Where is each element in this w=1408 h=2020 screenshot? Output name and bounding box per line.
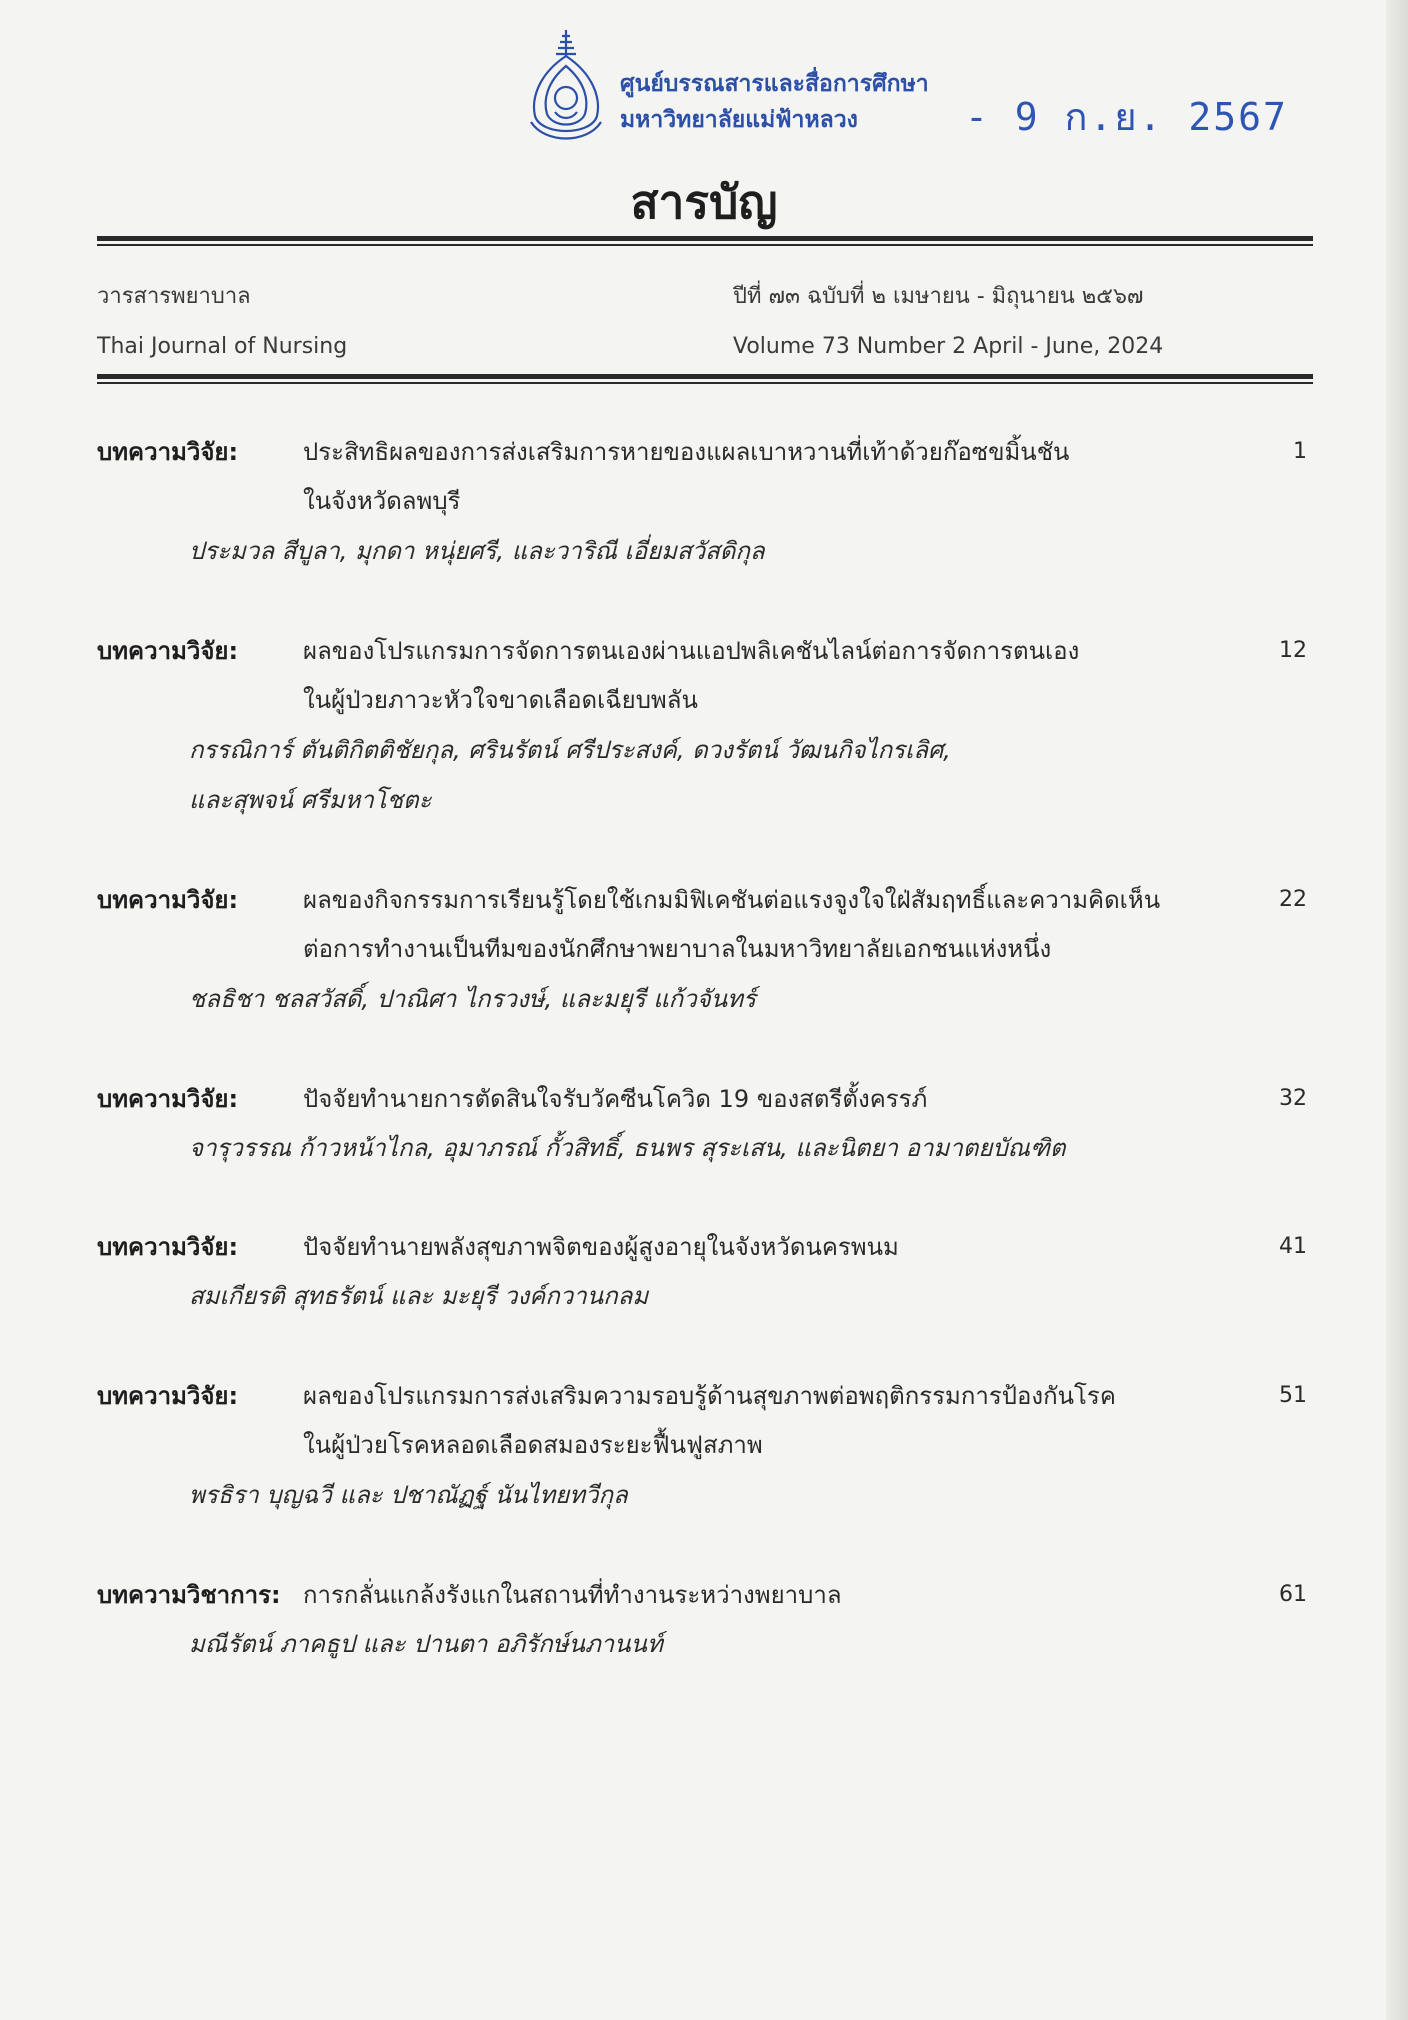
library-stamp [525,26,1288,146]
article-type: บทความวิจัย: [97,438,239,466]
article-title: การกลั่นแกล้งรังแกในสถานที่ทำงานระหว่างพยาบาล [303,1581,842,1609]
article-title: ผลของโปรแกรมการจัดการตนเองผ่านแอปพลิเคชันไลน์ต่อการจัดการตนเอง [303,637,1080,665]
journal-name-block [97,272,347,372]
toc-entry-head [97,1075,1307,1123]
article-authors: ชลธิชา ชลสวัสดิ์, ปาณิศา ไกรวงษ์, และมยุรี แก้วจันทร์ [189,985,756,1013]
article-authors: และสุพจน์ ศรีมหาโชตะ [189,786,432,814]
article-authors: มณีรัตน์ ภาคธูป และ ปานตา อภิรักษ์นภานนท์ [189,1630,663,1658]
page-number: 51 [1279,1383,1307,1408]
article-title: ปัจจัยทำนายการตัดสินใจรับวัคซีนโควิด 19 ของสตรีตั้งครรภ์ [303,1085,928,1113]
issue-info-thai: ปีที่ ๗๓ ฉบับที่ ๒ เมษายน - มิถุนายน ๒๕๖๗ [733,284,1144,309]
toc-entry[interactable] [97,428,1307,576]
toc-entry-head [97,428,1307,476]
page-number: 32 [1279,1086,1307,1111]
article-title-continued: ในผู้ป่วยภาวะหัวใจขาดเลือดเฉียบพลัน [303,686,698,714]
toc-entry[interactable] [97,1372,1307,1520]
article-title-continued: ในจังหวัดลพบุรี [303,487,461,515]
university-emblem-icon [525,26,607,146]
article-type: บทความวิจัย: [97,1382,239,1410]
article-authors: สมเกียรติ สุทธรัตน์ และ มะยุรี วงค์กวานกลม [189,1282,649,1310]
article-authors: จารุวรรณ ก้าวหน้าไกล, อุมาภรณ์ กั้วสิทธิ์, ธนพร สุระเสน, และนิตยา อามาตยบัณฑิต [189,1134,1066,1162]
page-edge-shadow [1386,0,1408,2020]
toc-entry[interactable] [97,627,1307,825]
article-title: ประสิทธิผลของการส่งเสริมการหายของแผลเบาหวานที่เท้าด้วยก๊อซขมิ้นชัน [303,438,1070,466]
toc-entry[interactable] [97,1571,1307,1669]
issue-info-block [733,272,1163,372]
article-type: บทความวิจัย: [97,886,239,914]
article-authors: พรธิรา บุญฉวี และ ปชาณัฏฐ์ นันไทยทวีกุล [189,1481,628,1509]
journal-name-thai: วารสารพยาบาล [97,284,251,309]
page-number: 22 [1279,887,1307,912]
article-type: บทความวิจัย: [97,637,239,665]
stamp-university-name: มหาวิทยาลัยแม่ฟ้าหลวง [620,107,858,133]
toc-entry-head [97,1372,1307,1420]
top-divider [97,236,1313,246]
table-of-contents [97,428,1307,1669]
page-number: 61 [1279,1582,1307,1607]
article-title: ปัจจัยทำนายพลังสุขภาพจิตของผู้สูงอายุในจังหวัดนครพนม [303,1233,899,1261]
page-number: 41 [1279,1234,1307,1259]
article-title-continued: ต่อการทำงานเป็นทีมของนักศึกษาพยาบาลในมหาวิทยาลัยเอกชนแห่งหนึ่ง [303,935,1052,963]
stamp-center-name: ศูนย์บรรณสารและสื่อการศึกษา [620,71,929,97]
toc-entry-head [97,876,1307,924]
article-type: บทความวิจัย: [97,1085,239,1113]
issue-info-english: Volume 73 Number 2 April - June, 2024 [733,334,1164,359]
article-title: ผลของโปรแกรมการส่งเสริมความรอบรู้ด้านสุขภาพต่อพฤติกรรมการป้องกันโรค [303,1382,1116,1410]
toc-entry[interactable] [97,1223,1307,1321]
article-type: บทความวิชาการ: [97,1581,281,1609]
article-title: ผลของกิจกรรมการเรียนรู้โดยใช้เกมมิฟิเคชันต่อแรงจูงใจใฝ่สัมฤทธิ์และความคิดเห็น [303,886,1161,914]
toc-entry-head [97,1571,1307,1619]
toc-entry[interactable] [97,876,1307,1024]
article-title-continued: ในผู้ป่วยโรคหลอดเลือดสมองระยะฟื้นฟูสภาพ [303,1431,763,1459]
stamp-date: - 9 ก.ย. 2567 [965,95,1288,139]
article-authors: กรรณิการ์ ตันติกิตติชัยกุล, ศรินรัตน์ ศรีประสงค์, ดวงรัตน์ วัฒนกิจไกรเลิศ, [189,736,951,764]
toc-entry[interactable] [97,1075,1307,1173]
bottom-divider [97,374,1313,384]
article-type: บทความวิจัย: [97,1233,239,1261]
page-number: 12 [1279,638,1307,663]
page-number: 1 [1293,439,1307,464]
article-authors: ประมวล สีบูลา, มุกดา หนุ่ยศรี, และวาริณี เอี่ยมสวัสดิกุล [189,537,765,565]
page-title: สารบัญ [630,175,778,229]
journal-name-english: Thai Journal of Nursing [97,334,348,359]
toc-entry-head [97,627,1307,675]
toc-entry-head [97,1223,1307,1271]
